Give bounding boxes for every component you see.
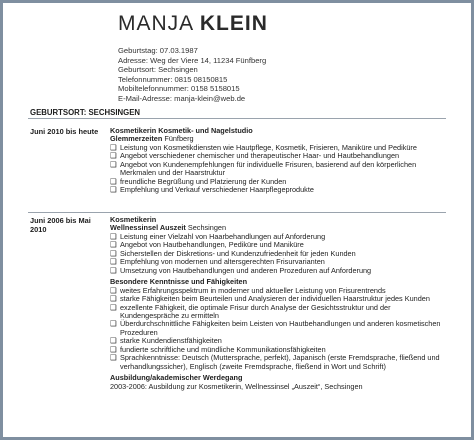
job-2-block: [110, 216, 450, 391]
frame-border-top: [0, 0, 474, 3]
job-2-company-name: Wellnessinsel Auszeit: [110, 223, 186, 233]
last-name: KLEIN: [199, 12, 268, 35]
job-1-task-list: [110, 144, 450, 195]
checkbox-bullet-icon: ❑: [110, 151, 117, 161]
job-2-title: Kosmetikerin: [110, 215, 157, 224]
education-line: 2003-2006: Ausbildung zur Kosmetikerin, Wellnessinsel „Auszeit“, Sechsingen: [110, 381, 363, 391]
checkbox-bullet-icon: ❑: [110, 265, 117, 275]
mobile-line: Mobiltelefonnummer: 0158 5158015: [118, 84, 240, 94]
list-item: ❑ Leistung einer Vielzahl von Haarbehandlungen auf Anforderung: [110, 231, 326, 241]
job-2-task-list: [110, 233, 450, 275]
list-item: ❑ Sicherstellen der Diskretions- und Kundenzufriedenheit für jeden Kunden: [110, 248, 356, 258]
list-item: ❑ Empfehlung von modernen und altersgerechten Frisurvarianten: [110, 257, 325, 267]
list-item: ❑ Angebot verschiedener chemischer und therapeutischer Haar- und Hautbehandlungen: [110, 151, 400, 161]
list-item: ❑ freundliche Begrüßung und Platzierung der Kunden: [110, 176, 287, 186]
job-1-title: Kosmetikerin Kosmetik- und Nagelstudio: [110, 126, 253, 135]
first-name: MANJA: [118, 12, 194, 35]
job-1-block: [110, 127, 450, 195]
checkbox-bullet-icon: ❑: [110, 231, 117, 241]
applicant-name: [118, 12, 268, 36]
list-item: ❑ Angebot von Kundenempfehlungen für individuelle Frisuren, basierend auf den körperlichen Merkmalen und der Haarstruktur: [110, 159, 417, 178]
checkbox-bullet-icon: ❑: [110, 159, 117, 169]
list-item: ❑ weites Erfahrungsspektrum in moderner und aktueller Leistung von Frisurentrends: [110, 285, 386, 295]
skills-list: [110, 287, 450, 372]
section-divider: [28, 118, 446, 119]
list-item: ❑ Umsetzung von Hautbehandlungen und anderen Prozeduren auf Anforderung: [110, 265, 372, 275]
checkbox-bullet-icon: ❑: [110, 353, 117, 363]
education-title: Ausbildung/akademischer Werdegang: [110, 373, 243, 383]
list-item: ❑ Empfehlung und Verkauf verschiedener Haarpflegeprodukte: [110, 185, 314, 195]
job-1-company-name: Glemmerzeiten: [110, 134, 163, 144]
job-divider: [28, 212, 446, 213]
list-item: ❑ Angebot von Hautbehandlungen, Pediküre und Maniküre: [110, 240, 304, 250]
job-1-company-city: Fünfberg: [162, 134, 194, 144]
checkbox-bullet-icon: ❑: [110, 176, 117, 186]
contact-details: [118, 46, 266, 104]
birthplace-line: Geburtsort: Sechsingen: [118, 65, 198, 75]
list-item: ❑ Leistung von Kosmetikdiensten wie Hautpflege, Kosmetik, Frisieren, Maniküre und Pediküre: [110, 142, 417, 152]
checkbox-bullet-icon: ❑: [110, 302, 117, 312]
skills-title: Besondere Kenntnisse und Fähigkeiten: [110, 277, 248, 287]
list-item: ❑ exzellente Fähigkeit, die optimale Frisur durch Analyse der Gesichtsstruktur und der Kundengespräche zu ermitteln: [110, 302, 391, 320]
job-2-company-city: Sechsingen: [185, 223, 227, 233]
list-item: ❑ starke Kundendienstfähigkeiten: [110, 336, 222, 346]
checkbox-bullet-icon: ❑: [110, 336, 117, 346]
birthday-line: Geburtstag: 07.03.1987: [118, 46, 198, 55]
job-1-date: Juni 2010 bis heute: [30, 127, 99, 136]
checkbox-bullet-icon: ❑: [110, 142, 117, 152]
list-item: ❑ starke Fähigkeiten beim Beurteilen und Analysieren der individuellen Haarstruktur jedes Kunden: [110, 294, 430, 304]
checkbox-bullet-icon: ❑: [110, 344, 117, 354]
job-2-date: Juni 2006 bis Mai 2010: [30, 216, 91, 234]
list-item: ❑ fundierte schriftliche und mündliche Kommunikationsfähigkeiten: [110, 344, 326, 354]
list-item: ❑ Überdurchschnittliche Fähigkeiten beim Leisten von Hautbehandlungen und anderen kosmetischen Prozeduren: [110, 319, 441, 337]
checkbox-bullet-icon: ❑: [110, 319, 117, 329]
frame-border-left: [0, 0, 3, 440]
phone-line: Telefonnummer: 0815 08150815: [118, 74, 228, 84]
section-heading: GEBURTSORT: SECHSINGEN: [30, 108, 141, 117]
checkbox-bullet-icon: ❑: [110, 294, 117, 304]
email-line: E-Mail-Adresse: manja-klein@web.de: [118, 93, 246, 103]
checkbox-bullet-icon: ❑: [110, 285, 117, 295]
list-item: ❑ Sprachkenntnisse: Deutsch (Muttersprache, perfekt), Japanisch (erste Fremdsprache, fließend und verhandlungssicher), Englisch (zweite Fremdsprache, fließend in Wort und Schrift): [110, 353, 440, 371]
checkbox-bullet-icon: ❑: [110, 248, 117, 258]
checkbox-bullet-icon: ❑: [110, 185, 117, 195]
address-line: Adresse: Weg der Viere 14, 11234 Fünfberg: [118, 55, 267, 65]
checkbox-bullet-icon: ❑: [110, 240, 117, 250]
checkbox-bullet-icon: ❑: [110, 257, 117, 267]
